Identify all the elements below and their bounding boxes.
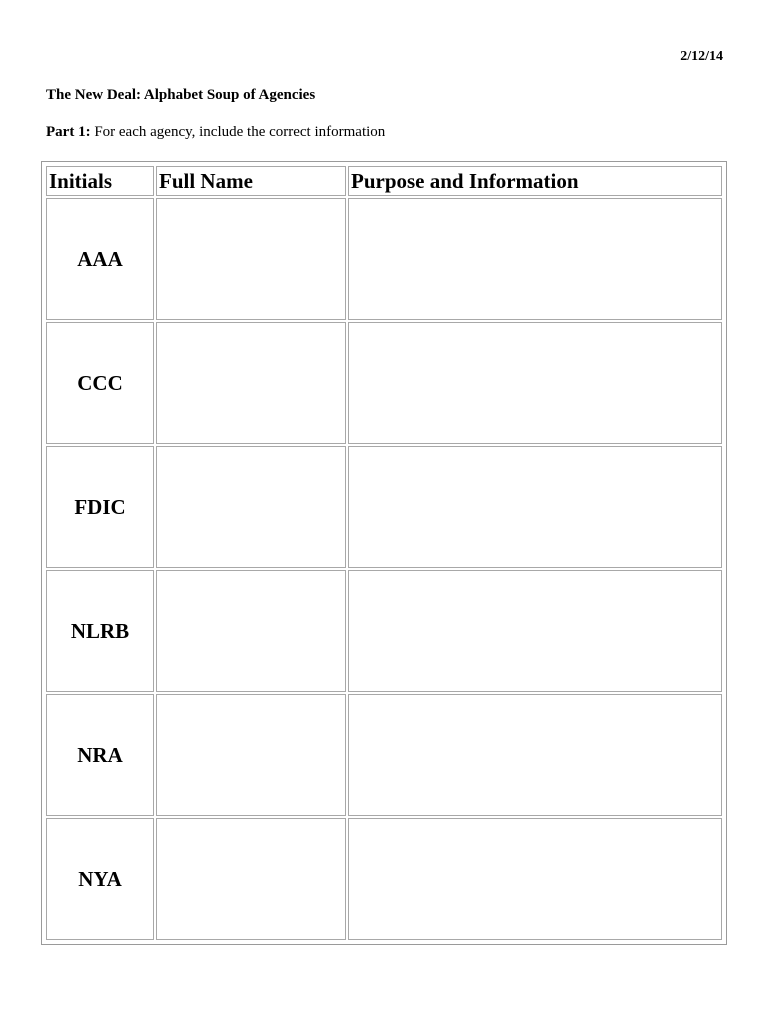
page-title: The New Deal: Alphabet Soup of Agencies [46,87,316,103]
initials-cell: AAA [46,198,154,320]
column-header-purpose: Purpose and Information [348,166,722,196]
initials-cell: NYA [46,818,154,940]
table-row [46,818,722,940]
purpose-cell[interactable] [348,818,722,940]
agency-table [44,164,724,942]
purpose-cell[interactable] [348,446,722,568]
date: 2/12/14 [680,49,723,64]
full-name-cell[interactable] [156,694,346,816]
part-text: For each agency, include the correct information [90,124,386,140]
table-header-row [46,166,722,196]
table-row [46,322,722,444]
table-row [46,446,722,568]
column-header-full-name: Full Name [156,166,346,196]
initials-cell: NRA [46,694,154,816]
initials-cell: FDIC [46,446,154,568]
purpose-cell[interactable] [348,570,722,692]
full-name-cell[interactable] [156,446,346,568]
initials-cell: CCC [46,322,154,444]
full-name-cell[interactable] [156,198,346,320]
purpose-cell[interactable] [348,198,722,320]
instructions [46,124,385,141]
initials-cell: NLRB [46,570,154,692]
full-name-cell[interactable] [156,322,346,444]
table-row [46,198,722,320]
full-name-cell[interactable] [156,570,346,692]
table-row [46,570,722,692]
agency-table-frame [41,161,727,945]
table-row [46,694,722,816]
column-header-initials: Initials [46,166,154,196]
part-label: Part 1: [46,124,91,140]
purpose-cell[interactable] [348,694,722,816]
full-name-cell[interactable] [156,818,346,940]
purpose-cell[interactable] [348,322,722,444]
